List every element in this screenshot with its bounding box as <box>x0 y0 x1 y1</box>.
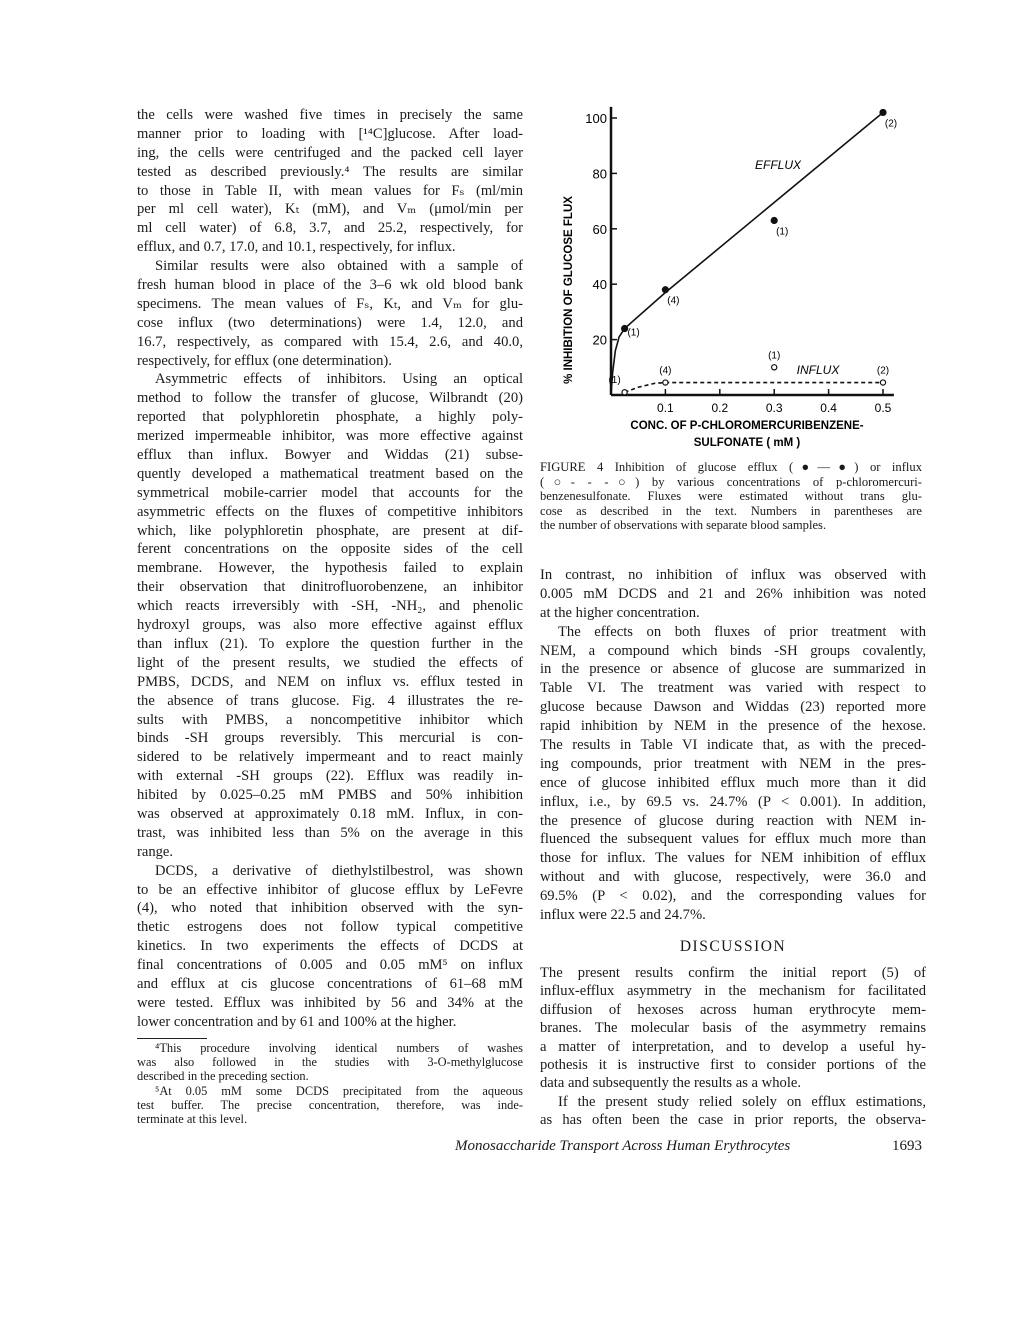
text-line: If the present study relied solely on efflux estimations, <box>558 1093 926 1110</box>
text-line: tested as described previously.⁴ The results are similar <box>137 163 523 180</box>
y-tick-label: 80 <box>592 166 607 182</box>
text-line: fluenced the subsequent values for efflux much more than <box>540 831 926 848</box>
text-line: those for influx. The values for NEM inhibition of efflux <box>540 850 926 867</box>
text-line: respectively, for efflux (one determination). <box>137 352 392 369</box>
text-line: glucose because Dawson and Widdas (23) reported more <box>540 699 926 716</box>
x-tick-label: 0.3 <box>765 401 783 415</box>
text-line: was also followed in the studies with 3-O-methylglucose <box>137 1055 523 1070</box>
text-line: a matter of interpretation, and to develop a useful hy- <box>540 1038 926 1055</box>
text-line: hibited by 0.025–0.25 mM PMBS and 50% inhibition <box>137 787 523 804</box>
text-line: influx, i.e., by 69.5 vs. 24.7% (P < 0.001). In addition, <box>540 793 926 810</box>
text-line: sults with PMBS, a noncompetitive inhibitor which <box>137 711 523 728</box>
text-line: which reacts irreversibly with -SH, -NH₂, and phenolic <box>137 598 523 615</box>
text-line: without and with glucose, respectively, were 36.0 and <box>540 869 926 886</box>
x-tick-label: 0.1 <box>657 401 674 415</box>
efflux-line <box>611 112 883 395</box>
text-line: NEM, a compound which binds -SH groups covalently, <box>540 642 926 659</box>
text-line: described in the preceding section. <box>137 1069 309 1084</box>
text-line: symmetrical mobile-carrier model that accounts for the <box>137 484 523 501</box>
text-line: PMBS, DCDS, and NEM on influx vs. efflux tested in <box>137 673 523 690</box>
text-line: manner prior to loading with [¹⁴C]glucose. After load- <box>137 125 523 142</box>
text-line: merized impermeable inhibitor, was more effective against <box>137 428 523 445</box>
text-line: at the higher concentration. <box>540 604 700 621</box>
footnotes <box>137 1041 523 1126</box>
running-title: Monosaccharide Transport Across Human Erythrocytes <box>455 1138 791 1154</box>
text-line: ing, the cells were centrifuged and the packed cell layer <box>137 144 523 161</box>
text-line: 69.5% (P < 0.02), and the corresponding values for <box>540 888 926 905</box>
x-axis-title: CONC. OF P-CHLOROMERCURIBENZENE- <box>630 420 864 432</box>
text-line: terminate at this level. <box>137 1111 248 1126</box>
text-line: per ml cell water), Kₜ (mM), and Vₘ (μmol/min per <box>137 201 523 218</box>
caption-line: the number of observations with separate blood samples. <box>540 518 827 533</box>
text-line: ⁴This procedure involving identical numbers of washes <box>155 1041 523 1055</box>
observation-count-label: (1) <box>608 375 621 387</box>
text-line: ence of glucose inhibited efflux much more than it did <box>540 774 926 791</box>
caption-line: cose as described in the text. Numbers in parentheses are <box>540 503 922 518</box>
text-line: The present results confirm the initial report (5) of <box>540 965 926 981</box>
text-line: The results in Table VI indicate that, as with the preced- <box>540 737 926 754</box>
text-line: the absence of trans glucose. Fig. 4 illustrates the re- <box>137 692 523 709</box>
caption-line: benzenesulfonate. Fluxes were estimated without trans glu- <box>540 489 922 504</box>
text-line: method to follow the transfer of glucose, Wilbrandt (20) <box>137 390 523 407</box>
text-line: in the presence or absence of glucose are summarized in <box>540 661 926 678</box>
text-line: hydroxyl groups, was also more effective against efflux <box>137 617 523 634</box>
text-line: range. <box>137 843 174 860</box>
x-axis-title: SULFONATE ( mM ) <box>693 437 801 449</box>
text-line: (4), who noted that inhibition observed with the syn- <box>137 900 523 917</box>
observation-count-label: (1) <box>776 226 789 238</box>
text-line: light of the present results, we studied the effects of <box>137 654 523 671</box>
y-tick-label: 100 <box>585 111 607 126</box>
page-footer <box>455 1138 922 1155</box>
text-line: to those in Table II, with mean values for Fₛ (ml/min <box>137 182 523 199</box>
paragraph <box>540 964 926 1093</box>
y-tick-label: 20 <box>592 332 607 348</box>
text-line: as has often been the case in prior reports, the observa- <box>540 1112 926 1129</box>
text-line: to be an effective inhibitor of glucose efflux by LeFevre <box>137 881 523 898</box>
text-line: efflux, and 0.7, 17.0, and 10.1, respectively, for influx. <box>137 239 456 256</box>
influx-point <box>880 380 885 385</box>
text-line: thetic estrogens does not follow typical competitive <box>137 919 523 936</box>
text-line: specimens. The mean values of Fₛ, Kₜ, and Vₘ for glu- <box>137 295 523 312</box>
text-line: sidered to be relatively impermeant and to react mainly <box>137 749 523 766</box>
influx-point <box>772 365 777 370</box>
text-line: trast, was inhibited less than 5% on the average in this <box>137 824 523 841</box>
text-line: branes. The molecular basis of the asymmetry remains <box>540 1020 926 1037</box>
figure-4-chart <box>0 0 1020 460</box>
text-line: diffusion of hexoses across human erythrocyte mem- <box>540 1001 926 1018</box>
caption-line: (○- - -○) by various concentrations of p-chloromercuri- <box>540 474 922 489</box>
paragraph <box>137 1041 523 1084</box>
observation-count-label: (4) <box>667 295 680 307</box>
y-tick-label: 60 <box>592 221 607 237</box>
section-heading-discussion: DISCUSSION <box>679 938 787 955</box>
text-line: reported that polyphloretin phosphate, a highly poly- <box>137 409 523 426</box>
observation-count-label: (2) <box>876 365 890 377</box>
text-line: test buffer. The precise concentration, therefore, was inde- <box>137 1097 523 1112</box>
text-line: fresh human blood in place of the 3–6 wk old blood bank <box>137 277 523 294</box>
text-line: than influx (21). To explore the question further in the <box>137 635 523 652</box>
text-line: cose influx (two determinations) were 1.4, 12.0, and <box>137 314 523 331</box>
text-line: The effects on both fluxes of prior treatment with <box>558 623 926 640</box>
page-number: 1693 <box>892 1138 922 1154</box>
text-line: ing compounds, prior treatment with NEM in the pres- <box>540 755 926 772</box>
influx-series-label: INFLUX <box>796 363 840 377</box>
text-line: asymmetric effects on the fluxes of competitive inhibitors <box>137 503 523 520</box>
text-line: In contrast, no inhibition of influx was observed with <box>540 567 926 583</box>
text-line: and efflux at cis glucose concentrations of 61–68 mM <box>137 975 523 992</box>
y-axis-title: % INHIBITION OF GLUCOSE FLUX <box>563 196 575 384</box>
x-tick-label: 0.5 <box>874 401 892 415</box>
text-line: final concentrations of 0.005 and 0.05 mM⁵ on influx <box>137 957 523 974</box>
text-line: influx were 22.5 and 24.7%. <box>540 907 706 924</box>
efflux-point <box>880 109 886 115</box>
text-line: DCDS, a derivative of diethylstilbestrol, was shown <box>155 862 523 879</box>
text-line: Table VI. The treatment was varied with respect to <box>540 680 926 697</box>
observation-count-label: (4) <box>659 365 672 377</box>
text-line: 0.005 mM DCDS and 21 and 26% inhibition was noted <box>540 585 926 602</box>
text-line: Asymmetric effects of inhibitors. Using an optical <box>155 371 523 388</box>
x-tick-label: 0.2 <box>711 401 729 415</box>
paragraph <box>540 623 926 925</box>
discussion-section <box>540 964 926 1130</box>
influx-point <box>622 390 627 395</box>
observation-count-label: (1) <box>627 327 640 339</box>
footnote-divider <box>137 1038 207 1039</box>
text-line: data and subsequently the results as a whole. <box>540 1075 801 1092</box>
text-line: pothesis it is instructive first to consider portions of the <box>540 1056 926 1073</box>
text-line: efflux than influx. Bowyer and Widdas (21) subse- <box>137 447 523 464</box>
observation-count-label: (2) <box>884 118 898 130</box>
text-line: Similar results were also obtained with a sample of <box>155 258 523 275</box>
paragraph <box>540 566 926 623</box>
x-tick-label: 0.4 <box>820 401 837 415</box>
right-column <box>540 566 926 925</box>
paragraph <box>137 862 523 1032</box>
text-line: lower concentration and by 61 and 100% at the higher. <box>137 1013 457 1030</box>
y-tick-label: 40 <box>592 277 607 293</box>
text-line: which, like polyphloretin phosphate, are present at dif- <box>137 522 523 539</box>
text-line: binds -SH groups reversibly. This mercurial is con- <box>137 730 523 747</box>
text-line: ml cell water) of 6.8, 3.7, and 25.2, respectively, for <box>137 220 523 237</box>
text-line: ⁵At 0.05 mM some DCDS precipitated from the aqueous <box>155 1083 523 1098</box>
efflux-series-label: EFFLUX <box>754 158 802 172</box>
efflux-point <box>662 287 668 293</box>
text-line: the presence of glucose during reaction with NEM in- <box>540 812 926 829</box>
influx-point <box>663 380 668 385</box>
text-line: their observation that dinitrofluorobenzene, an inhibitor <box>137 579 523 596</box>
text-line: rapid inhibition by NEM in the presence of the hexose. <box>540 718 926 735</box>
text-line: ferent concentrations on the opposite sides of the cell <box>137 541 523 558</box>
text-line: with external -SH groups (22). Efflux was readily in- <box>137 768 523 785</box>
text-line: influx-efflux asymmetry in the mechanism for facilitated <box>540 983 926 1000</box>
text-line: the cells were washed five times in precisely the same <box>137 107 523 123</box>
paragraph <box>137 1084 523 1127</box>
text-line: 16.7, respectively, as compared with 15.4, 2.6, and 40.0, <box>137 333 523 350</box>
caption-line: FIGURE 4 Inhibition of glucose efflux (●—●) or influx <box>540 460 922 474</box>
text-line: were tested. Efflux was inhibited by 56 and 34% at the <box>137 994 523 1011</box>
observation-count-label: (1) <box>768 350 781 362</box>
text-line: membrane. However, the hypothesis failed to explain <box>137 560 523 577</box>
efflux-point <box>771 217 777 223</box>
text-line: was observed at approximately 0.18 mM. Influx, in con- <box>137 805 523 822</box>
text-line: kinetics. In two experiments the effects of DCDS at <box>137 938 523 955</box>
paragraph <box>540 1093 926 1130</box>
figure-caption <box>540 460 922 533</box>
text-line: quently developed a mathematical treatment based on the <box>137 465 523 482</box>
